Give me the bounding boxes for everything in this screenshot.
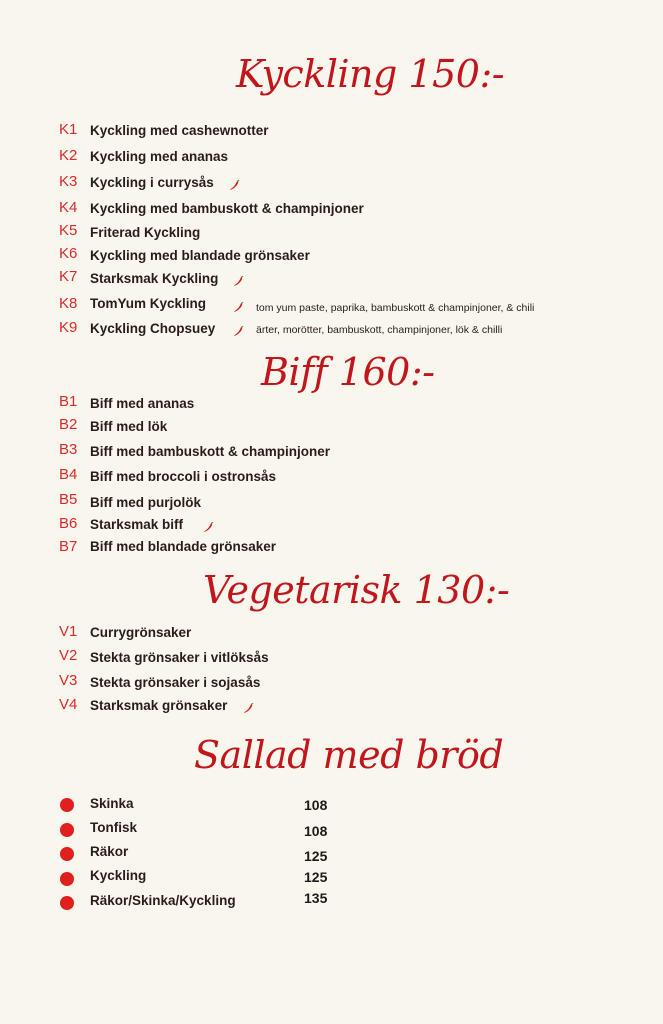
salad-item-price: 135 bbox=[304, 890, 328, 906]
red-dot-bullet bbox=[60, 896, 74, 910]
item-name: Kyckling med cashewnotter bbox=[90, 123, 269, 138]
chili-pepper-icon bbox=[229, 178, 240, 189]
item-name: TomYum Kyckling bbox=[90, 296, 207, 311]
item-code: B1 bbox=[59, 393, 78, 410]
item-code: K4 bbox=[59, 199, 78, 216]
item-note: tom yum paste, paprika, bambuskott & champinjoner, & chili bbox=[256, 302, 535, 314]
item-code: B6 bbox=[59, 515, 78, 532]
item-name: Biff med broccoli i ostronsås bbox=[90, 469, 277, 484]
item-name: Friterad Kyckling bbox=[90, 225, 201, 240]
item-code: K5 bbox=[59, 222, 78, 239]
item-name: Kyckling med bambuskott & champinjoner bbox=[90, 201, 364, 216]
salad-item-price: 125 bbox=[304, 869, 328, 885]
item-code: B3 bbox=[59, 441, 78, 458]
red-dot-bullet bbox=[60, 823, 74, 837]
item-name: Biff med bambuskott & champinjoner bbox=[90, 444, 331, 459]
item-code: K8 bbox=[59, 295, 78, 312]
red-dot-bullet bbox=[60, 798, 74, 812]
section-title-kyckling: Kyckling 150:- bbox=[236, 52, 505, 96]
item-code: V3 bbox=[59, 672, 78, 689]
item-code: V1 bbox=[59, 623, 78, 640]
salad-item-name: Kyckling bbox=[90, 868, 147, 883]
item-name: Biff med blandade grönsaker bbox=[90, 539, 277, 554]
salad-item-name: Tonfisk bbox=[90, 820, 137, 835]
chili-pepper-icon bbox=[243, 701, 254, 712]
item-name: Kyckling med blandade grönsaker bbox=[90, 248, 310, 263]
item-name: Biff med lök bbox=[90, 419, 168, 434]
item-code: K2 bbox=[59, 147, 78, 164]
item-code: V4 bbox=[59, 696, 78, 713]
item-code: V2 bbox=[59, 647, 78, 664]
item-name: Biff med ananas bbox=[90, 396, 195, 411]
item-name: Stekta grönsaker i sojasås bbox=[90, 675, 261, 690]
item-code: K3 bbox=[59, 173, 78, 190]
item-code: K6 bbox=[59, 245, 78, 262]
item-name: Starksmak grönsaker bbox=[90, 698, 228, 713]
item-code: K1 bbox=[59, 121, 78, 138]
section-title-vegetarisk: Vegetarisk 130:- bbox=[203, 568, 510, 612]
item-name: Biff med purjolök bbox=[90, 495, 201, 510]
item-code: B7 bbox=[59, 538, 78, 555]
section-title-biff: Biff 160:- bbox=[261, 350, 435, 394]
item-code: B4 bbox=[59, 466, 78, 483]
red-dot-bullet bbox=[60, 847, 74, 861]
salad-item-name: Räkor/Skinka/Kyckling bbox=[90, 893, 236, 908]
chili-pepper-icon bbox=[203, 520, 214, 531]
item-name: Kyckling med ananas bbox=[90, 149, 229, 164]
chili-pepper-icon bbox=[233, 274, 244, 285]
section-title-sallad: Sallad med bröd bbox=[194, 733, 504, 777]
item-note: ärter, morötter, bambuskott, champinjoner, lök & chilli bbox=[256, 324, 503, 336]
item-name: Starksmak Kyckling bbox=[90, 271, 219, 286]
item-name: Kyckling i currysås bbox=[90, 175, 214, 190]
item-name: Currygrönsaker bbox=[90, 625, 192, 640]
item-code: B2 bbox=[59, 416, 78, 433]
salad-item-price: 108 bbox=[304, 797, 328, 813]
item-name: Stekta grönsaker i vitlöksås bbox=[90, 650, 269, 665]
red-dot-bullet bbox=[60, 872, 74, 886]
chili-pepper-icon bbox=[233, 324, 244, 335]
item-code: K9 bbox=[59, 319, 78, 336]
item-name: Starksmak biff bbox=[90, 517, 184, 532]
item-code: B5 bbox=[59, 491, 78, 508]
salad-item-name: Räkor bbox=[90, 844, 129, 859]
item-code: K7 bbox=[59, 268, 78, 285]
salad-item-price: 108 bbox=[304, 823, 328, 839]
salad-item-name: Skinka bbox=[90, 796, 134, 811]
salad-item-price: 125 bbox=[304, 848, 328, 864]
item-name: Kyckling Chopsuey bbox=[90, 321, 216, 336]
chili-pepper-icon bbox=[233, 300, 244, 311]
